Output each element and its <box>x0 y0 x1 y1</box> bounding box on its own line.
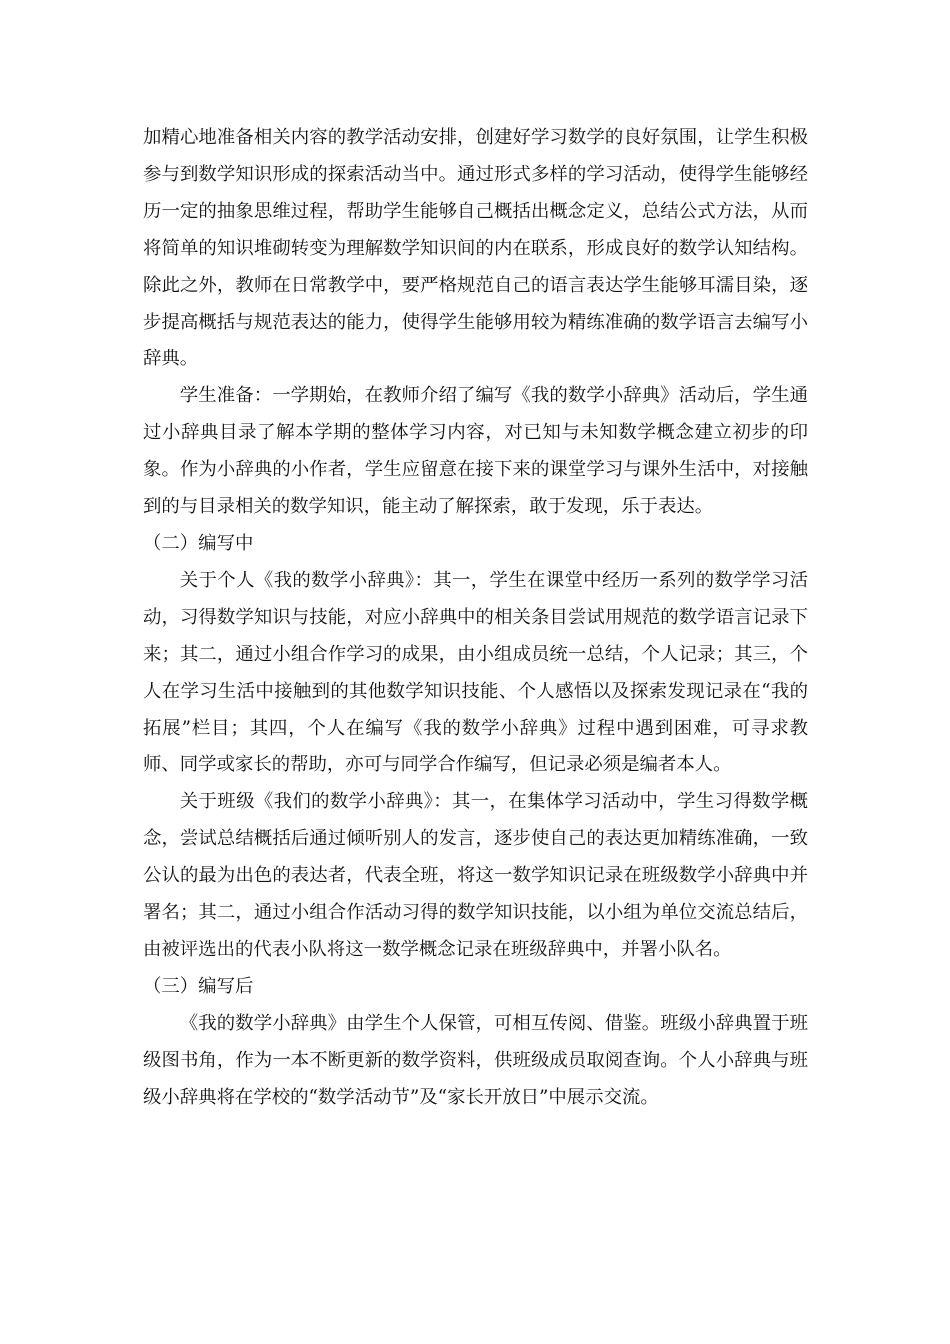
paragraph-after-writing: 《我的数学小辞典》由学生个人保管，可相互传阅、借鉴。班级小辞典置于班级图书角，作为一本不断更新的数学资料，供班级成员取阅查询。个人小辞典与班级小辞典将在学校的“数学活动节”及“家长开放日”中展示交流。 <box>143 1012 808 1108</box>
paragraph-personal-dictionary: 关于个人《我的数学小辞典》：其一，学生在课堂中经历一系列的数学学习活动，习得数学知识与技能，对应小辞典中的相关条目尝试用规范的数学语言记录下来；其二，通过小组合作学习的成果，由小组成员统一总结，个人记录；其三，个人在学习生活中接触到的其他数学知识技能、个人感悟以及探索发现记录在“我的拓展”栏目；其四，个人在编写《我的数学小辞典》过程中遇到困难，可寻求教师、同学或家长的帮助，亦可与同学合作编写，但记录必须是编者本人。 <box>143 569 808 776</box>
document-body <box>143 120 808 1116</box>
paragraph-student-preparation: 学生准备：一学期始，在教师介绍了编写《我的数学小辞典》活动后，学生通过小辞典目录了解本学期的整体学习内容，对已知与未知数学概念建立初步的印象。作为小辞典的小作者，学生应留意在接下来的课堂学习与课外生活中，对接触到的与目录相关的数学知识，能主动了解探索，敢于发现，乐于表达。 <box>143 385 808 518</box>
section-heading-during-writing: （二）编写中 <box>143 532 254 554</box>
section-heading-after-writing: （三）编写后 <box>143 975 254 997</box>
paragraph-class-dictionary: 关于班级《我们的数学小辞典》：其一，在集体学习活动中，学生习得数学概念，尝试总结概括后通过倾听别人的发言，逐步使自己的表达更加精练准确，一致公认的最为出色的表达者，代表全班，将这一数学知识记录在班级数学小辞典中并署名；其二，通过小组合作活动习得的数学知识技能，以小组为单位交流总结后，由被评选出的代表小队将这一数学概念记录在班级辞典中，并署小队名。 <box>143 791 808 960</box>
paragraph-continuation: 加精心地准备相关内容的教学活动安排，创建好学习数学的良好氛围，让学生积极参与到数学知识形成的探索活动当中。通过形式多样的学习活动，使得学生能够经历一定的抽象思维过程，帮助学生能够自己概括出概念定义，总结公式方法，从而将简单的知识堆砌转变为理解数学知识间的内在联系，形成良好的数学认知结构。除此之外，教师在日常教学中，要严格规范自己的语言表达学生能够耳濡目染，逐步提高概括与规范表达的能力，使得学生能够用较为精练准确的数学语言去编写小辞典。 <box>143 127 808 370</box>
